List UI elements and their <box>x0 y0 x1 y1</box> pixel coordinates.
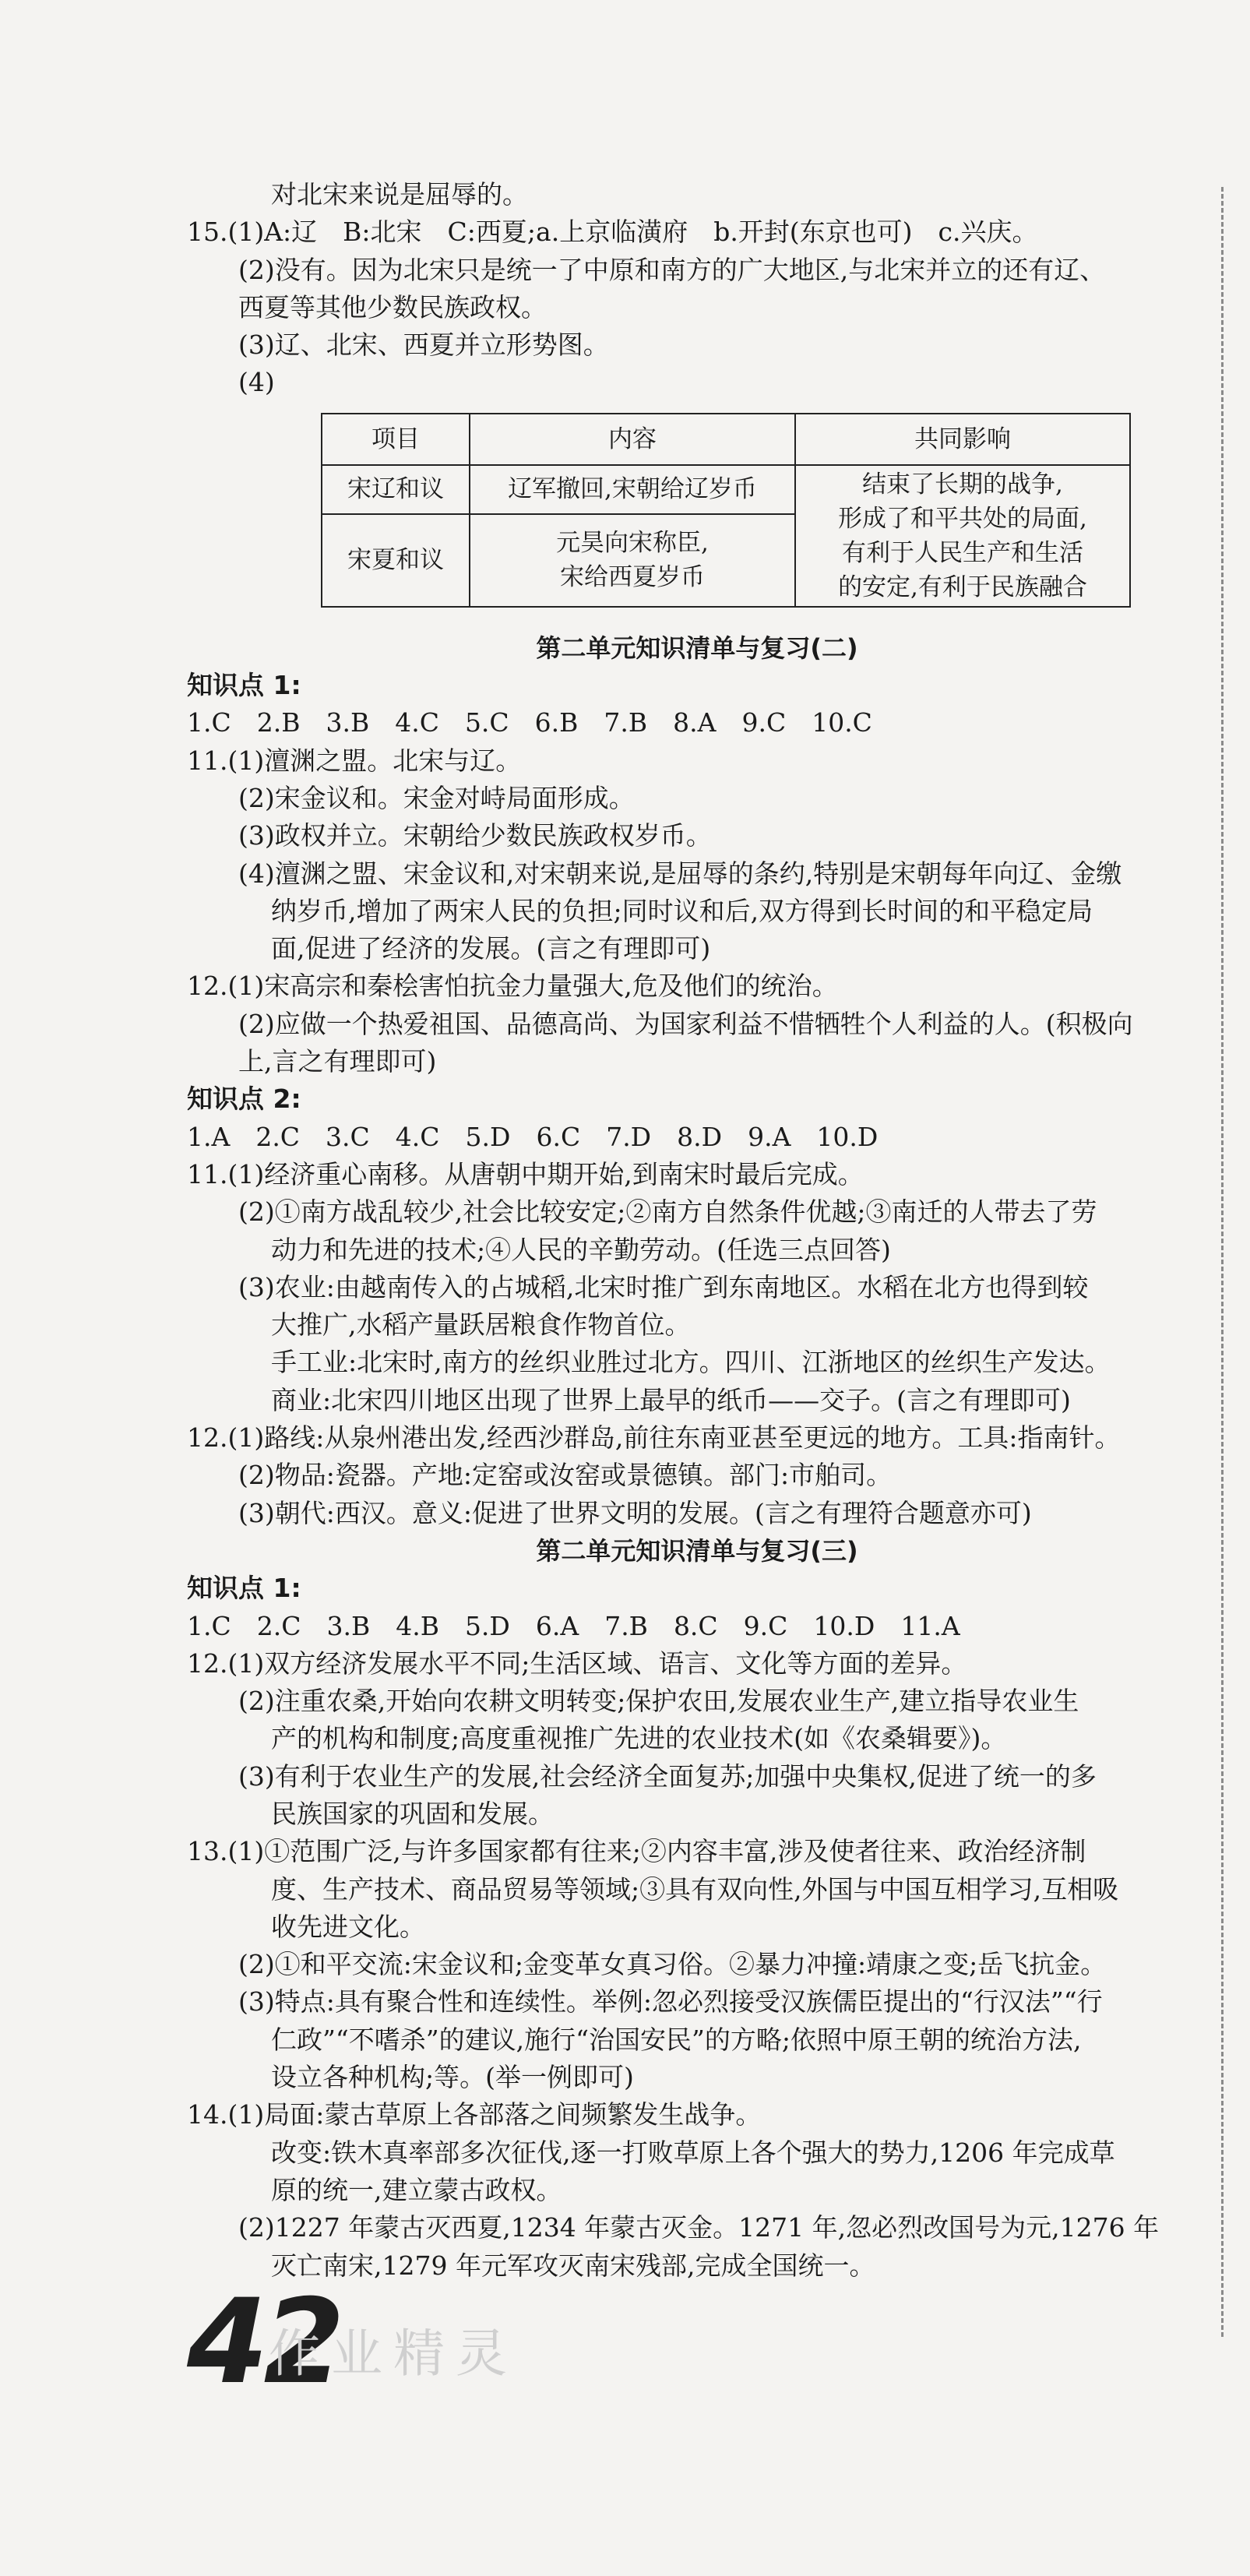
answer-line: 对北宋来说是屈辱的。 <box>271 179 528 210</box>
answer-line: 西夏等其他少数民族政权。 <box>238 291 547 322</box>
header-content: 内容 <box>470 414 795 465</box>
answer-line: (2)宋金议和。宋金对峙局面形成。 <box>238 782 635 813</box>
answer-line: 14.(1)局面:蒙古草原上各部落之间频繁发生战争。 <box>187 2099 762 2130</box>
answer-line: 1.A 2.C 3.C 4.C 5.D 6.C 7.D 8.D 9.A 10.D <box>187 1121 879 1152</box>
answer-line: 民族国家的巩固和发展。 <box>271 1798 554 1829</box>
answer-line: (3)特点:具有聚合性和连续性。举例:忽必烈接受汉族儒臣提出的“行汉法”“行 <box>238 1986 1103 2017</box>
answer-line: (2)1227 年蒙古灭西夏,1234 年蒙古灭金。1271 年,忽必烈改国号为元,1276 年 <box>238 2212 1160 2243</box>
answer-line: (2)①和平交流:宋金议和;金变革女真习俗。②暴力冲撞:靖康之变;岳飞抗金。 <box>238 1949 1107 1980</box>
table-row <box>322 465 1130 514</box>
answer-line: (2)应做一个热爱祖国、品德高尚、为国家利益不惜牺牲个人利益的人。(积极向 <box>238 1008 1133 1039</box>
shared-effect-line: 的安定,有利于民族融合 <box>838 573 1087 601</box>
answer-line: 设立各种机构;等。(举一例即可) <box>271 2062 634 2093</box>
table-header-row <box>322 414 1130 465</box>
answer-line: 上,言之有理即可) <box>238 1046 437 1077</box>
answer-line: (3)辽、北宋、西夏并立形势图。 <box>238 329 609 361</box>
answer-line: 原的统一,建立蒙古政权。 <box>271 2174 562 2205</box>
answer-line: 动力和先进的技术;④人民的辛勤劳动。(任选三点回答) <box>271 1234 891 1265</box>
answer-line: 12.(1)双方经济发展水平不同;生活区域、语言、文化等方面的差异。 <box>187 1647 967 1679</box>
answers-after-table <box>187 629 1207 2285</box>
answer-line: (3)朝代:西汉。意义:促进了世界文明的发展。(言之有理符合题意亦可) <box>238 1497 1032 1528</box>
shared-effect-line: 有利于人民生产和生活 <box>842 538 1083 567</box>
answer-line: (4)澶渊之盟、宋金议和,对宋朝来说,是屈辱的条约,特别是宋朝每年向辽、金缴 <box>238 858 1122 889</box>
answer-line: (2)①南方战乱较少,社会比较安定;②南方自然条件优越;③南迁的人带去了劳 <box>238 1196 1097 1228</box>
answer-line: 11.(1)澶渊之盟。北宋与辽。 <box>187 745 522 776</box>
answer-line: (3)有利于农业生产的发展,社会经济全面复苏;加强中央集权,促进了统一的多 <box>238 1760 1097 1792</box>
dashed-cut-line <box>1221 187 1224 2337</box>
answer-line: 1.C 2.B 3.B 4.C 5.C 6.B 7.B 8.A 9.C 10.C <box>187 707 872 738</box>
answer-line: (2)注重农桑,开始向农耕文明转变;保护农田,发展农业生产,建立指导农业生 <box>238 1686 1079 1717</box>
answer-line: 纳岁币,增加了两宋人民的负担;同时议和后,双方得到长时间的和平稳定局 <box>271 895 1093 926</box>
answer-line: 13.(1)①范围广泛,与许多国家都有往来;②内容丰富,涉及使者往来、政治经济制 <box>187 1836 1086 1867</box>
content-line: 宋给西夏岁币 <box>560 563 705 592</box>
answer-line: (3)政权并立。宋朝给少数民族政权岁币。 <box>238 820 712 851</box>
answer-content <box>187 176 1207 2285</box>
row-song-xia-content <box>470 514 795 607</box>
answer-line: 度、生产技术、商品贸易等领域;③具有双向性,外国与中国互相学习,互相吸 <box>271 1873 1119 1905</box>
answer-line: 商业:北宋四川地区出现了世界上最早的纸币——交子。(言之有理即可) <box>271 1384 1071 1415</box>
answer-line: 产的机构和制度;高度重视推广先进的农业技术(如《农桑辑要》)。 <box>271 1723 1007 1754</box>
shared-effect-line: 形成了和平共处的局面, <box>838 504 1087 533</box>
watermark-logo: 作业精灵 <box>269 2324 518 2384</box>
answers-before-table <box>187 176 1207 402</box>
answer-line: 灭亡南宋,1279 年元军攻灭南宋残部,完成全国统一。 <box>271 2250 875 2281</box>
section-title: 第二单元知识清单与复习(三) <box>536 1535 858 1566</box>
answer-line: 改变:铁木真率部多次征伐,逐一打败草原上各个强大的势力,1206 年完成草 <box>271 2137 1115 2168</box>
answer-line: 1.C 2.C 3.B 4.B 5.D 6.A 7.B 8.C 9.C 10.D 11.A <box>187 1610 960 1641</box>
answer-line: 大推广,水稻产量跃居粮食作物首位。 <box>271 1309 691 1341</box>
answer-line: 仁政”“不嗜杀”的建议,施行“治国安民”的方略;依照中原王朝的统治方法, <box>271 2024 1082 2055</box>
answer-line: 收先进文化。 <box>271 1911 425 1942</box>
section-title: 第二单元知识清单与复习(二) <box>536 633 858 663</box>
row-song-xia-name: 宋夏和议 <box>322 514 470 607</box>
header-shared-effect: 共同影响 <box>795 414 1130 465</box>
shared-effect-cell <box>795 465 1130 607</box>
answer-line: (4) <box>238 367 275 398</box>
answer-line: 11.(1)经济重心南移。从唐朝中期开始,到南宋时最后完成。 <box>187 1158 864 1189</box>
content-line: 元昊向宋称臣, <box>556 529 709 558</box>
header-item: 项目 <box>322 414 470 465</box>
answer-line: 12.(1)路线:从泉州港出发,经西沙群岛,前往东南亚甚至更远的地方。工具:指南针。 <box>187 1422 1121 1454</box>
answer-line: 15.(1)A:辽 B:北宋 C:西夏;a.上京临潢府 b.开封(东京也可) c.兴庆。 <box>187 217 1038 248</box>
row-song-liao-name: 宋辽和议 <box>322 465 470 514</box>
answer-line: (2)没有。因为北宋只是统一了中原和南方的广大地区,与北宋并立的还有辽、 <box>238 254 1106 285</box>
row-song-liao-content: 辽军撤回,宋朝给辽岁币 <box>470 465 795 514</box>
answer-line: (2)物品:瓷器。产地:定窑或汝窑或景德镇。部门:市舶司。 <box>238 1460 893 1491</box>
answer-line: (3)农业:由越南传入的占城稻,北宋时推广到东南地区。水稻在北方也得到较 <box>238 1271 1089 1302</box>
answer-line: 面,促进了经济的发展。(言之有理即可) <box>271 933 711 964</box>
knowledge-point-heading: 知识点 1: <box>187 1573 301 1604</box>
answer-line: 手工业:北宋时,南方的丝织业胜过北方。四川、江浙地区的丝织生产发达。 <box>271 1347 1111 1378</box>
treaty-comparison-table <box>321 413 1131 608</box>
knowledge-point-heading: 知识点 2: <box>187 1084 301 1115</box>
shared-effect-line: 结束了长期的战争, <box>862 470 1063 499</box>
answer-line: 12.(1)宋高宗和秦桧害怕抗金力量强大,危及他们的统治。 <box>187 971 838 1002</box>
knowledge-point-heading: 知识点 1: <box>187 670 301 701</box>
table-wrapper <box>187 402 1207 629</box>
page-number: 42 <box>187 2275 340 2410</box>
